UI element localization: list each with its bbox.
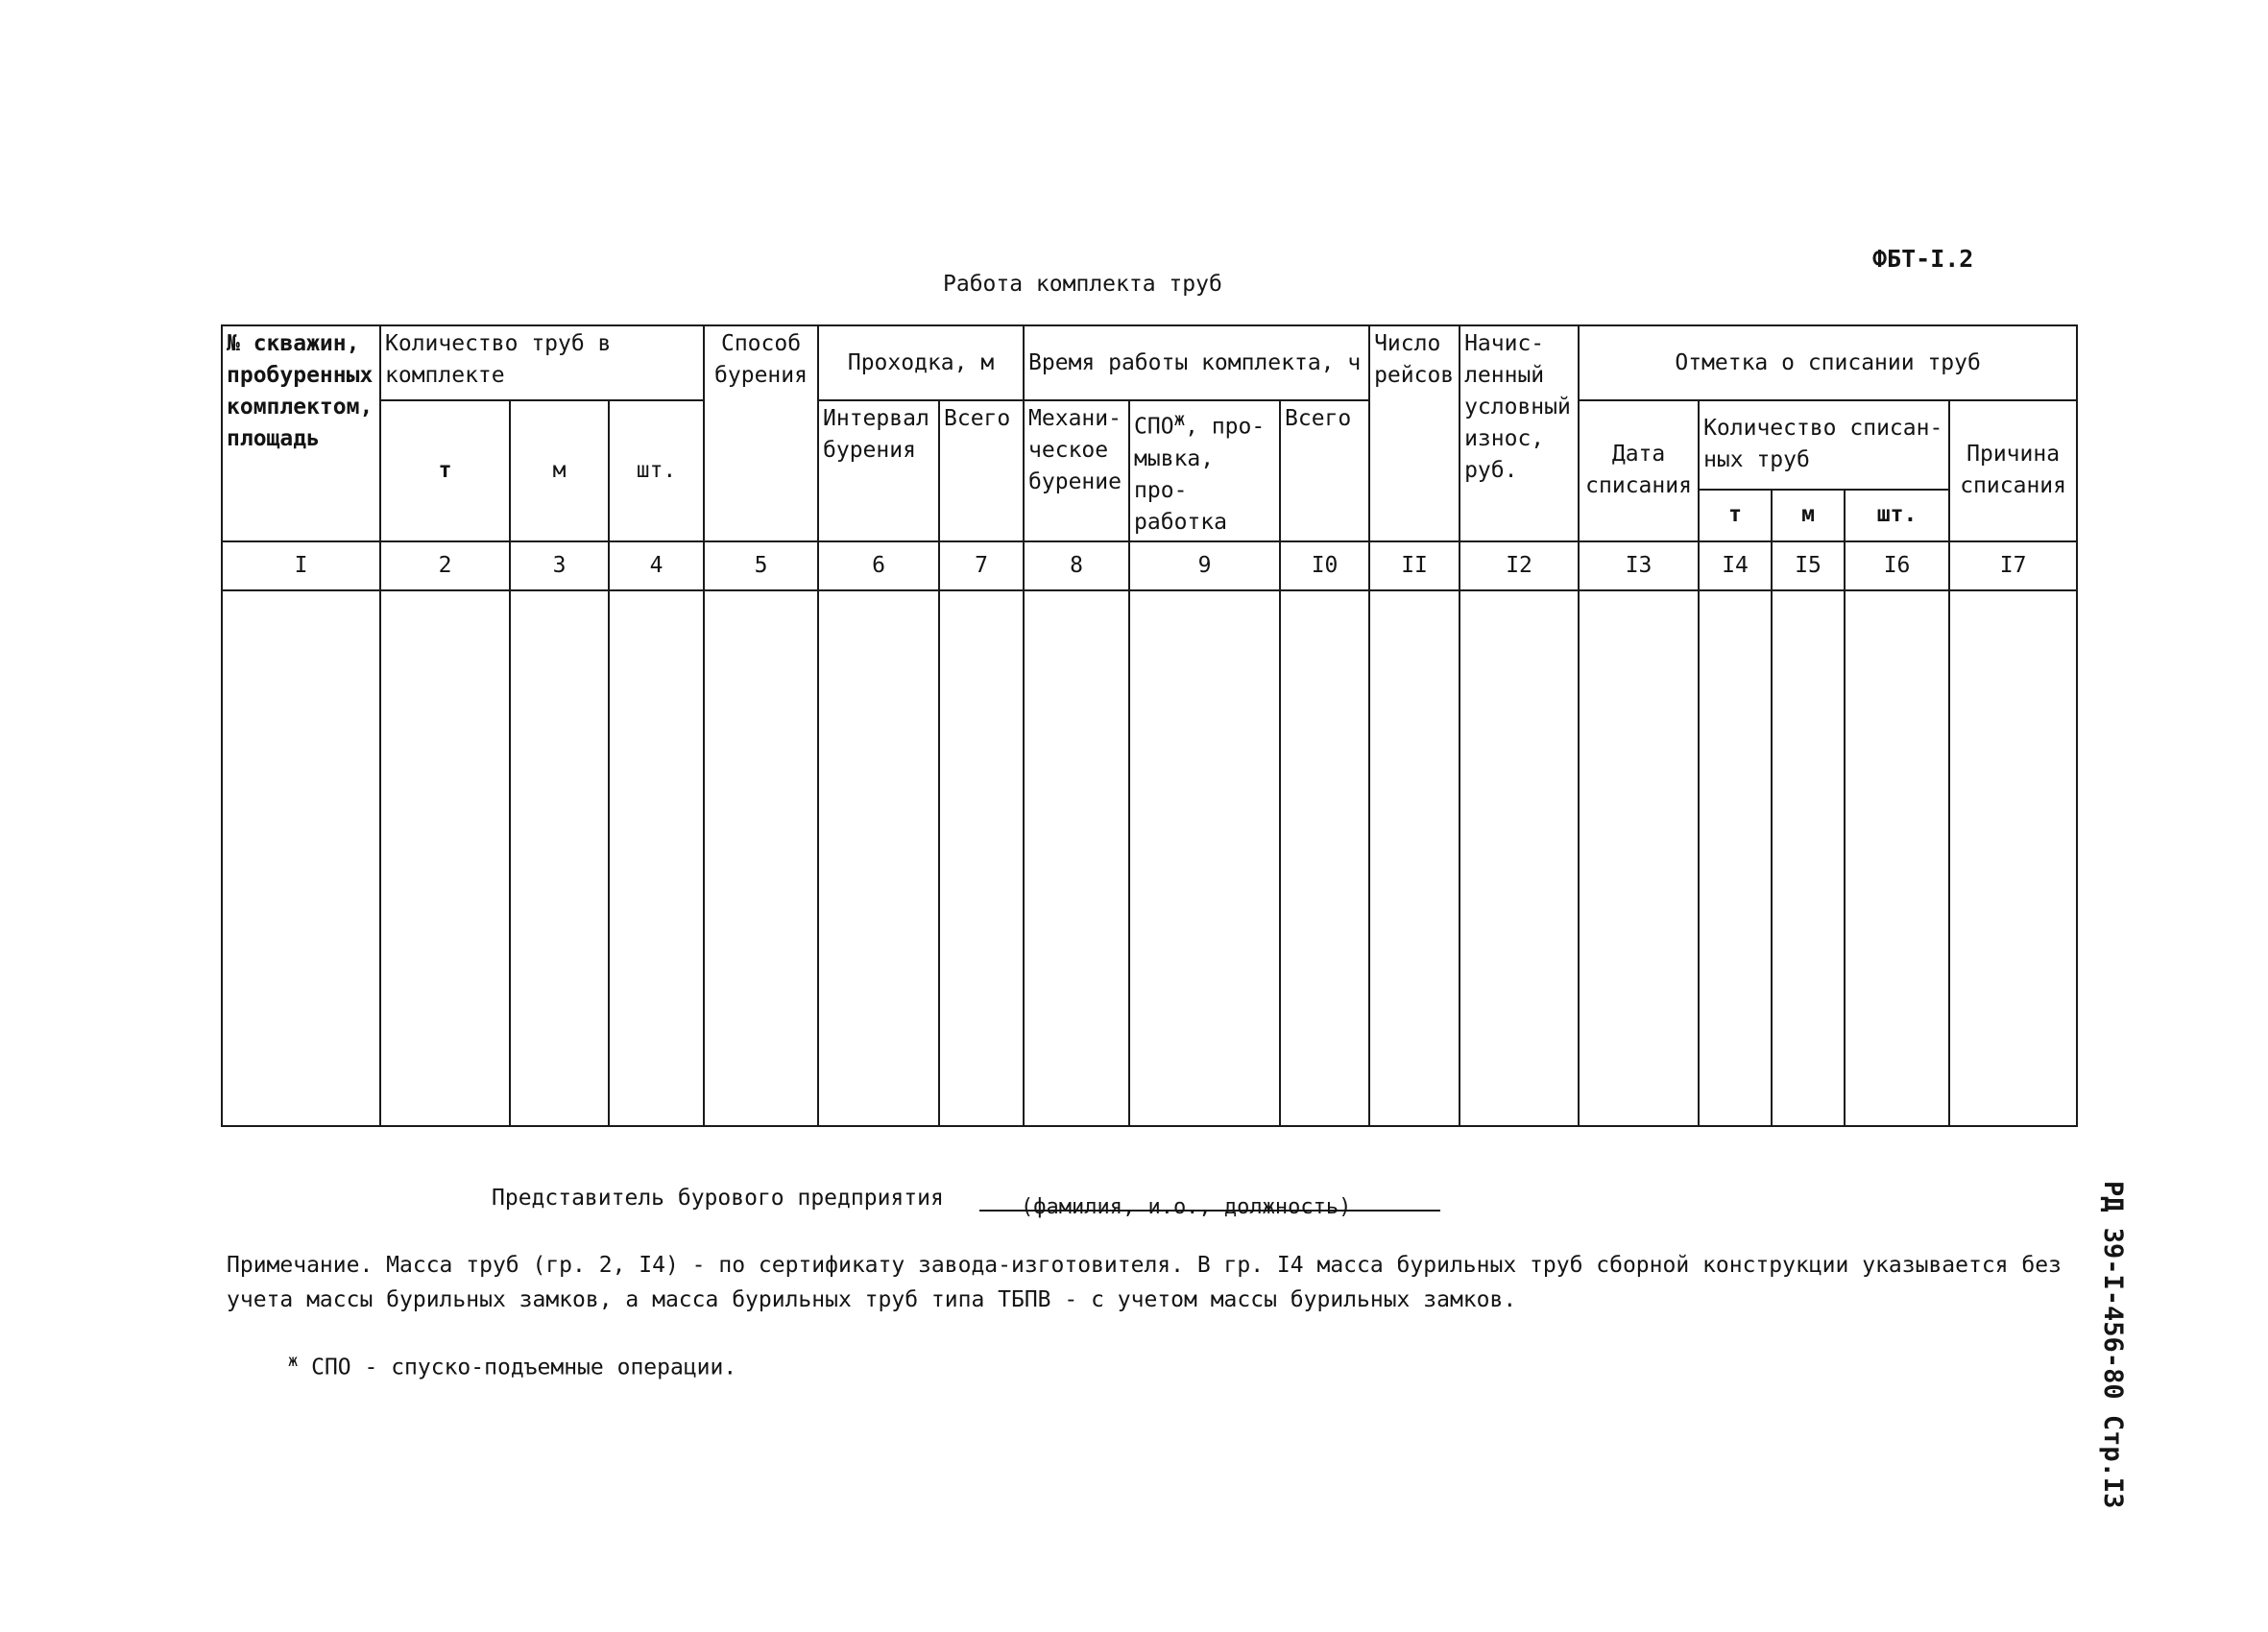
column-number-1: I bbox=[222, 541, 380, 590]
header-writeoff-group: Отметка о списании труб bbox=[1579, 325, 2077, 400]
column-number-9: 9 bbox=[1129, 541, 1280, 590]
column-number-8: 8 bbox=[1024, 541, 1129, 590]
data-cell bbox=[1579, 590, 1699, 1126]
data-cell bbox=[1460, 590, 1579, 1126]
column-number-14: I4 bbox=[1699, 541, 1772, 590]
column-number-16: I6 bbox=[1845, 541, 1949, 590]
note: Примечание. Масса труб (гр. 2, I4) - по сертификату завода-изготовителя. В гр. I4 масса бурильных труб сборной конструкции указывается без учета массы бурильных замков, а масса бурильных труб типа ТБПВ - с учетом массы бурильных замков. bbox=[227, 1253, 2062, 1312]
column-number-17: I7 bbox=[1949, 541, 2077, 590]
data-cell bbox=[609, 590, 704, 1126]
header-trips: Число рейсов bbox=[1369, 325, 1460, 541]
form-code: ФБТ-I.2 bbox=[1872, 245, 1974, 273]
data-cell bbox=[704, 590, 818, 1126]
data-cell bbox=[1845, 590, 1949, 1126]
page-reference: РД 39-I-456-80 Стр.I3 bbox=[2098, 1181, 2128, 1509]
column-number-2: 2 bbox=[380, 541, 510, 590]
column-number-4: 4 bbox=[609, 541, 704, 590]
column-number-10: I0 bbox=[1280, 541, 1369, 590]
header-pipe-sht: шт. bbox=[609, 400, 704, 541]
data-cell bbox=[939, 590, 1024, 1126]
header-mech-drilling: Механи- ческое бурение bbox=[1024, 400, 1129, 541]
header-pipe-m: м bbox=[510, 400, 609, 541]
footnote bbox=[288, 1352, 736, 1380]
footnote-mark: ж bbox=[288, 1352, 299, 1371]
header-pipe-count-group: Количество труб в комплекте bbox=[380, 325, 704, 400]
data-cell bbox=[1949, 590, 2077, 1126]
header-writeoff-reason: Причина списания bbox=[1949, 400, 2077, 541]
header-work-time-group: Время работы комплекта, ч bbox=[1024, 325, 1369, 400]
column-number-5: 5 bbox=[704, 541, 818, 590]
header-pipe-t: т bbox=[380, 400, 510, 541]
header-writeoff-sht: шт. bbox=[1845, 490, 1949, 541]
data-cell bbox=[222, 590, 380, 1126]
header-writeoff-date: Дата списания bbox=[1579, 400, 1699, 541]
column-number-13: I3 bbox=[1579, 541, 1699, 590]
header-tripping-label: СПО bbox=[1134, 414, 1174, 440]
data-cell bbox=[1280, 590, 1369, 1126]
header-tripping bbox=[1129, 400, 1280, 541]
header-wear: Начис- ленный условный износ, руб. bbox=[1460, 325, 1579, 541]
column-number-6: 6 bbox=[818, 541, 939, 590]
header-well: № скважин, пробуренных комплектом, площадь bbox=[222, 325, 380, 541]
header-tripping-rest: , про- мывка, про- работка bbox=[1134, 414, 1266, 535]
footnote-marker: ж bbox=[1173, 408, 1186, 430]
data-cell bbox=[818, 590, 939, 1126]
column-number-12: I2 bbox=[1460, 541, 1579, 590]
header-penetration-total: Всего bbox=[939, 400, 1024, 541]
representative-label: Представитель бурового предприятия bbox=[492, 1186, 944, 1211]
header-writeoff-t: т bbox=[1699, 490, 1772, 541]
data-cell bbox=[1129, 590, 1280, 1126]
header-penetration-group: Проходка, м bbox=[818, 325, 1024, 400]
header-writeoff-m: м bbox=[1772, 490, 1845, 541]
data-cell bbox=[1024, 590, 1129, 1126]
header-drilling-method: Способ бурения bbox=[704, 325, 818, 541]
column-number-7: 7 bbox=[939, 541, 1024, 590]
header-writeoff-count-group: Количество списан- ных труб bbox=[1699, 400, 1949, 490]
header-time-total: Всего bbox=[1280, 400, 1369, 541]
form-table bbox=[221, 324, 2078, 1127]
table-title: Работа комплекта труб bbox=[943, 272, 1222, 297]
signature-caption: (фамилия, и.о., должность) bbox=[1021, 1195, 1352, 1219]
column-number-3: 3 bbox=[510, 541, 609, 590]
data-cell bbox=[1369, 590, 1460, 1126]
data-cell bbox=[1699, 590, 1772, 1126]
footnote-text: СПО - спуско-подъемные операции. bbox=[311, 1355, 737, 1380]
data-cell bbox=[510, 590, 609, 1126]
column-number-15: I5 bbox=[1772, 541, 1845, 590]
header-interval: Интервал бурения bbox=[818, 400, 939, 541]
data-cell bbox=[1772, 590, 1845, 1126]
data-cell bbox=[380, 590, 510, 1126]
column-number-11: II bbox=[1369, 541, 1460, 590]
